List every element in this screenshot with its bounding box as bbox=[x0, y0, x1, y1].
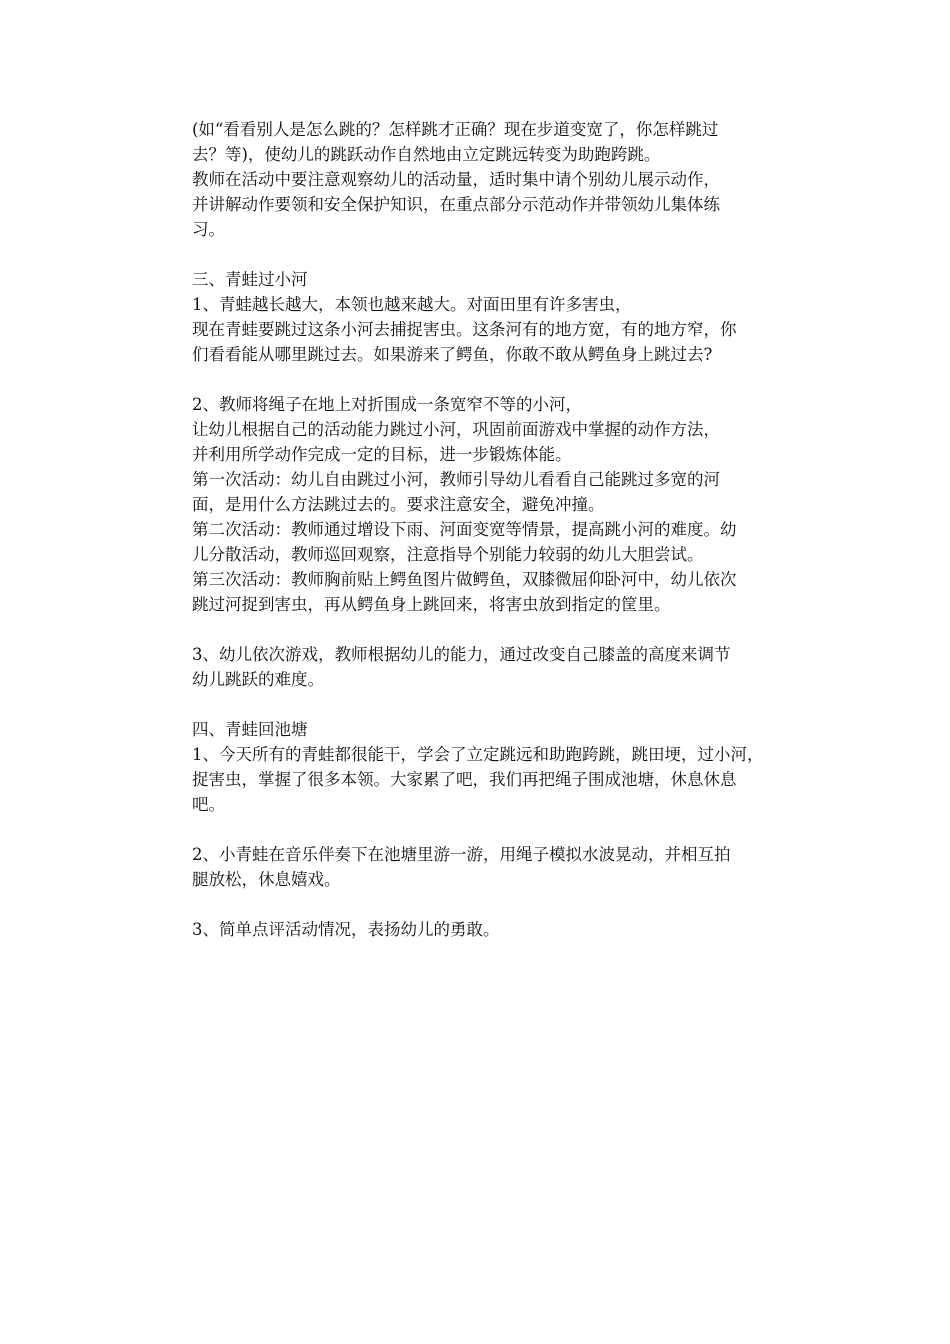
blank-line bbox=[192, 692, 812, 717]
text-line: 1、青蛙越长越大，本领也越来越大。对面田里有许多害虫， bbox=[192, 295, 632, 314]
blank-line bbox=[192, 817, 812, 842]
blank-line bbox=[192, 617, 812, 642]
blank-line bbox=[192, 892, 812, 917]
text-line: 2、小青蛙在音乐伴奏下在池塘里游一游，用绳子模拟水波晃动，并相互拍 bbox=[192, 845, 731, 864]
text-line: 现在青蛙要跳过这条小河去捕捉害虫。这条河有的地方宽，有的地方窄，你 bbox=[192, 320, 737, 339]
text-line: 吧。 bbox=[192, 795, 225, 814]
blank-line bbox=[192, 242, 812, 267]
text-line: 跳过河捉到害虫，再从鳄鱼身上跳回来，将害虫放到指定的筐里。 bbox=[192, 595, 671, 614]
text-line: 面，是用什么方法跳过去的。要求注意安全，避免冲撞。 bbox=[192, 495, 605, 514]
text-line: (如“看看别人是怎么跳的？怎样跳才正确？现在步道变宽了，你怎样跳过 bbox=[192, 120, 719, 139]
text-line: 习。 bbox=[192, 220, 225, 239]
text-line: 第二次活动：教师通过增设下雨、河面变宽等情景，提高跳小河的难度。幼 bbox=[192, 520, 737, 539]
section-heading: 四、青蛙回池塘 bbox=[192, 720, 308, 739]
text-line: 让幼儿根据自己的活动能力跳过小河，巩固前面游戏中掌握的动作方法， bbox=[192, 420, 720, 439]
text-line: 2、教师将绳子在地上对折围成一条宽窄不等的小河， bbox=[192, 395, 582, 414]
document-body bbox=[192, 117, 812, 942]
text-line: 幼儿跳跃的难度。 bbox=[192, 670, 324, 689]
text-line: 1、今天所有的青蛙都很能干，学会了立定跳远和助跑跨跳，跳田埂，过小河， bbox=[192, 745, 764, 764]
text-line: 腿放松，休息嬉戏。 bbox=[192, 870, 341, 889]
text-line: 第三次活动：教师胸前贴上鳄鱼图片做鳄鱼，双膝微屈仰卧河中，幼儿依次 bbox=[192, 570, 737, 589]
text-line: 教师在活动中要注意观察幼儿的活动量，适时集中请个别幼儿展示动作， bbox=[192, 170, 720, 189]
text-line: 儿分散活动，教师巡回观察，注意指导个别能力较弱的幼儿大胆尝试。 bbox=[192, 545, 704, 564]
text-line: 并利用所学动作完成一定的目标，进一步锻炼体能。 bbox=[192, 445, 572, 464]
text-line: 第一次活动：幼儿自由跳过小河，教师引导幼儿看看自己能跳过多宽的河 bbox=[192, 470, 720, 489]
blank-line bbox=[192, 367, 812, 392]
text-line: 并讲解动作要领和安全保护知识，在重点部分示范动作并带领幼儿集体练 bbox=[192, 195, 720, 214]
section-heading: 三、青蛙过小河 bbox=[192, 270, 308, 289]
text-line: 去？等)，使幼儿的跳跃动作自然地由立定跳远转变为助跑跨跳。 bbox=[192, 145, 661, 164]
text-line: 3、幼儿依次游戏，教师根据幼儿的能力，通过改变自己膝盖的高度来调节 bbox=[192, 645, 731, 664]
text-line: 捉害虫，掌握了很多本领。大家累了吧，我们再把绳子围成池塘，休息休息 bbox=[192, 770, 737, 789]
text-line: 们看看能从哪里跳过去。如果游来了鳄鱼，你敢不敢从鳄鱼身上跳过去? bbox=[192, 345, 713, 364]
text-line: 3、简单点评活动情况，表扬幼儿的勇敢。 bbox=[192, 920, 500, 939]
